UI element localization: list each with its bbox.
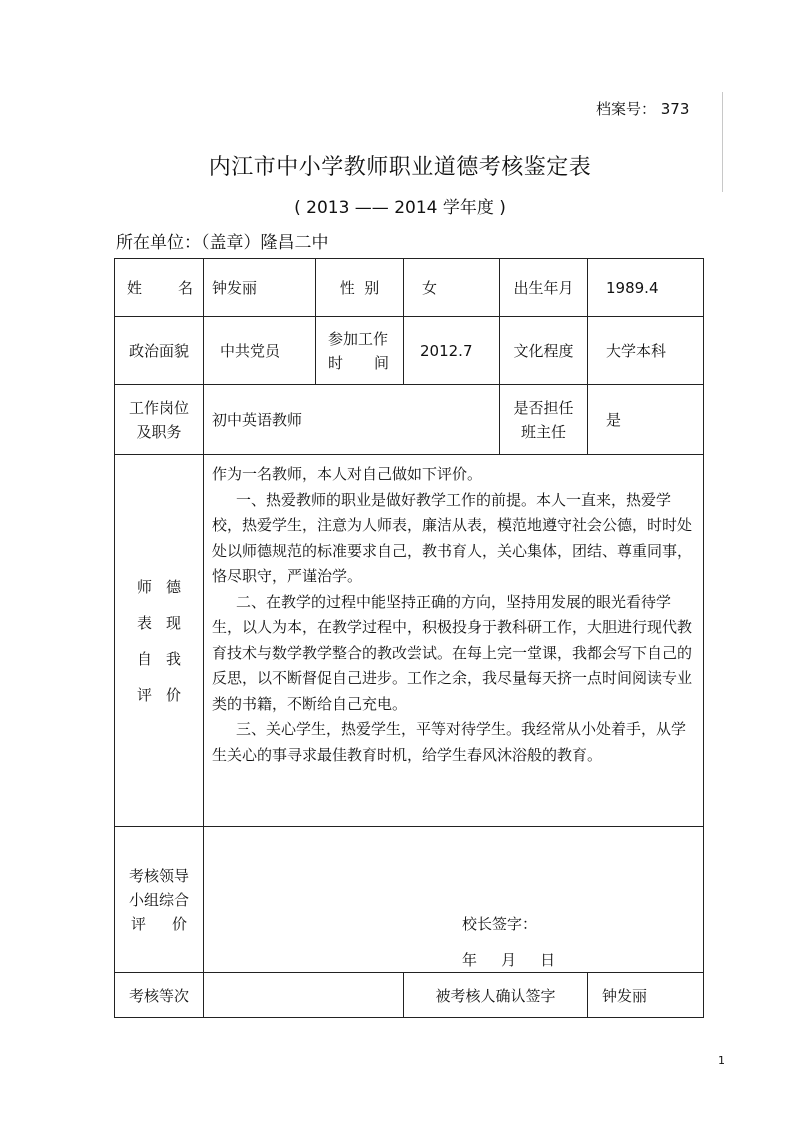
group-eval-content <box>204 827 704 973</box>
confirm-signature: 钟发丽 <box>588 973 704 1018</box>
essay-paragraph: 一、热爱教师的职业是做好教学工作的前提。本人一直来，热爱学校，热爱学生，注意为人师表，廉洁从表，模范地遵守社会公德，时时处处以师德规范的标准要求自己，教书育人，关心集体，团结、尊重同事，恪尽职守，严谨治学。 <box>212 490 693 585</box>
principal-signature-label: 校长签字： <box>462 915 538 933</box>
post-value: 初中英语教师 <box>204 385 500 455</box>
post-label: 工作岗位 及职务 <box>115 385 204 455</box>
education-value: 大学本科 <box>588 317 704 385</box>
row-basic-info <box>115 259 704 317</box>
group-eval-label: 考核领导 小组综合 评 价 <box>115 827 204 973</box>
self-eval-label: 师德 表现 自我 评价 <box>115 455 204 827</box>
politics-label: 政治面貌 <box>115 317 204 385</box>
essay-paragraph: 二、在教学的过程中能坚持正确的方向，坚持用发展的眼光看待学生，以人为本，在教学过程中，积极投身于教科研工作，大胆进行现代教育技术与数学教学整合的教改尝试。在每上完一堂课，我都会写下自己的反思，以不断督促自己进步。工作之余，我尽量每天挤一点时间阅读专业类的书籍，不断给自己充电。 <box>212 592 693 713</box>
row-post <box>115 385 704 455</box>
work-start-label: 参加工作 时 间 <box>316 317 404 385</box>
birth-label: 出生年月 <box>500 259 588 317</box>
row-grade <box>115 973 704 1018</box>
politics-value: 中共党员 <box>204 317 316 385</box>
head-teacher-value: 是 <box>588 385 704 455</box>
row-self-evaluation <box>115 455 704 827</box>
self-eval-text <box>204 455 704 827</box>
academic-year: ( 2013 —— 2014 学年度 ) <box>294 198 506 218</box>
essay-paragraph: 三、关心学生，热爱学生，平等对待学生。我经常从小处着手，从学生关心的事寻求最佳教育时机，给学生春风沐浴般的教育。 <box>212 720 687 764</box>
unit-line: 所在单位：（盖章）隆昌二中 <box>116 233 329 253</box>
gender-value: 女 <box>404 259 500 317</box>
row-politics <box>115 317 704 385</box>
appraisal-form-table <box>114 258 704 1018</box>
name-label: 姓 名 <box>115 259 204 317</box>
row-group-evaluation <box>115 827 704 973</box>
grade-value <box>204 973 404 1018</box>
archive-number: 档案号： 373 <box>596 100 690 118</box>
gender-label: 性 别 <box>316 259 404 317</box>
page-title: 内江市中小学教师职业道德考核鉴定表 <box>208 155 592 180</box>
essay-paragraph: 作为一名教师，本人对自己做如下评价。 <box>212 465 483 483</box>
grade-label: 考核等次 <box>115 973 204 1018</box>
name-value: 钟发丽 <box>204 259 316 317</box>
page-number: 1 <box>718 1054 725 1067</box>
work-start-value: 2012.7 <box>404 317 500 385</box>
birth-value: 1989.4 <box>588 259 704 317</box>
education-label: 文化程度 <box>500 317 588 385</box>
confirm-label: 被考核人确认签字 <box>404 973 588 1018</box>
signature-date: 年 月 日 <box>462 951 557 969</box>
head-teacher-label: 是否担任 班主任 <box>500 385 588 455</box>
